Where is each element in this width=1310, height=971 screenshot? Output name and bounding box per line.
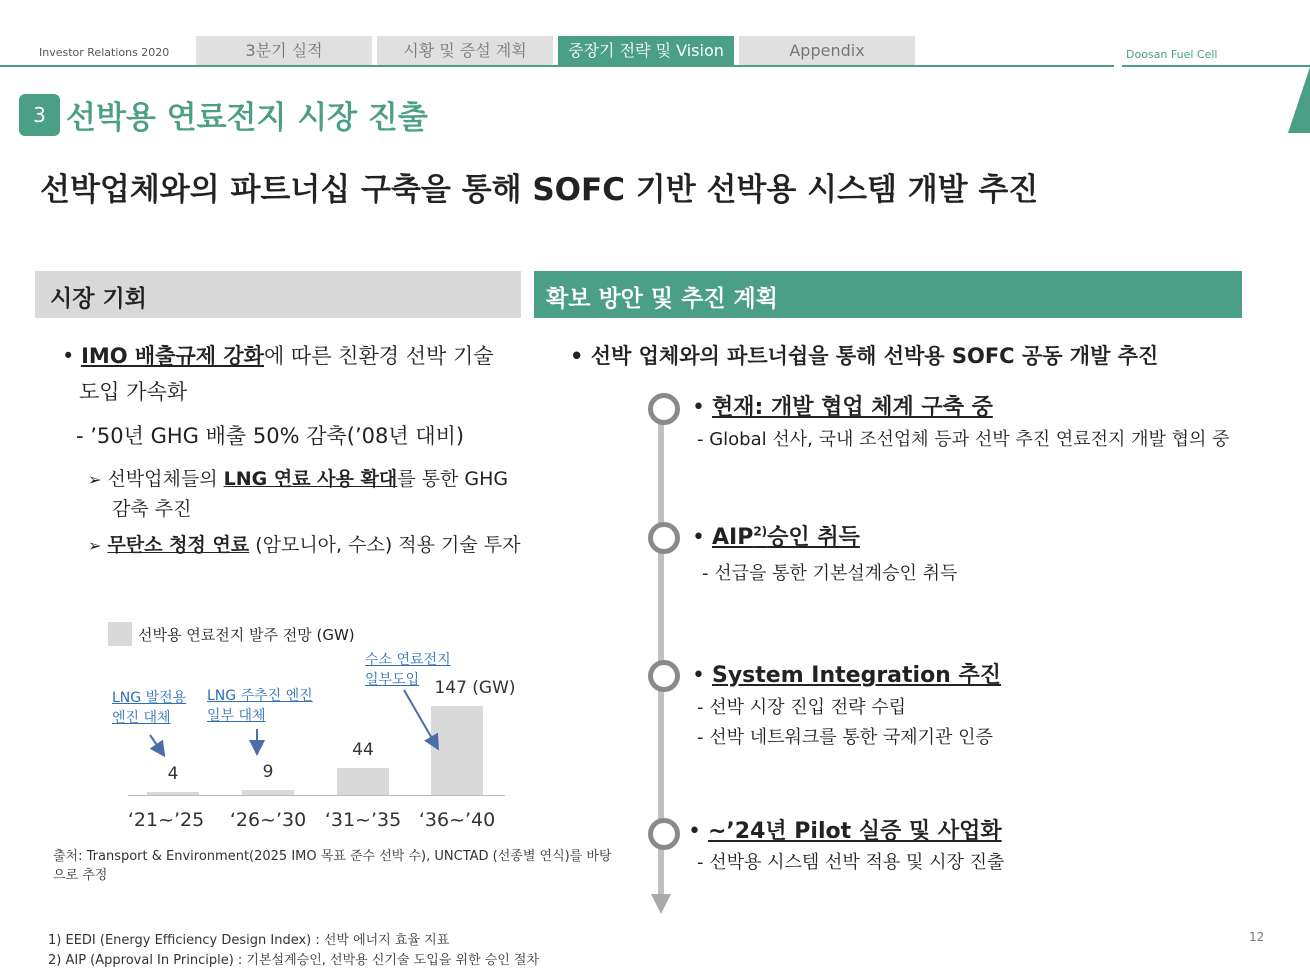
chart-annotation-3-line2: 일부도입 [365, 672, 420, 688]
timeline-node-2 [648, 522, 680, 554]
zero-carbon-fuel-text: 무탄소 청정 연료 [107, 534, 250, 556]
chart-value-label-1: 4 [167, 764, 179, 784]
right-panel-heading-text: 확보 방안 및 추진 계획 [546, 286, 778, 312]
chart-annotation-1-line2: 엔진 대체 [112, 710, 171, 726]
chart-category-label-3: ‘31~’35 [324, 809, 402, 831]
section-number-badge: 3 [19, 94, 60, 136]
arrow-item-2-post: (암모니아, 수소) 적용 기술 투자 [249, 534, 521, 556]
chart-annotation-2-line2: 일부 대체 [207, 708, 266, 724]
milestone-4-title: • ~’24년 Pilot 실증 및 사업화 [688, 819, 1002, 844]
page-headline: 선박업체와의 파트너십 구축을 통해 SOFC 기반 선박용 시스템 개발 추진 [40, 172, 1039, 208]
right-panel-heading [534, 271, 1242, 318]
corner-decoration [1288, 67, 1310, 133]
tab-market-expansion[interactable]: 시황 및 증설 계획 [377, 36, 553, 66]
timeline-arrow-icon [651, 894, 671, 914]
milestone-1-title: • 현재: 개발 협업 체계 구축 중 [692, 395, 993, 420]
milestone-2-title-text [712, 525, 860, 550]
arrow-item-1-post: 를 통한 GHG [397, 468, 509, 490]
left-bullet-1: • IMO 배출규제 강화에 따른 친환경 선박 기술 [62, 344, 494, 368]
left-bullet-1-line2: 도입 가속화 [79, 380, 188, 404]
milestone-3-detail-2: - 선박 네트워크를 통한 국제기관 인증 [697, 727, 993, 748]
milestone-2-title: • AIP$^{2)}$승인 취득 [692, 524, 860, 550]
chart-annotation-1-line1: LNG 발전용 [112, 690, 187, 706]
timeline-node-1 [648, 393, 680, 425]
left-arrow-item-1-line2: 감축 추진 [112, 498, 192, 520]
chart-annotation-arrows [0, 0, 600, 800]
tab-appendix[interactable]: Appendix [739, 36, 915, 66]
left-bullet-1-rest: 에 따른 친환경 선박 기술 [263, 344, 494, 368]
milestone-4-detail-1: - 선박용 시스템 선박 적용 및 시장 진출 [697, 852, 1005, 873]
chart-annotation-3-line1: 수소 연료전지 [365, 652, 451, 668]
milestone-2-footnote-ref: 2) [753, 524, 768, 539]
page-number: 12 [1249, 930, 1265, 944]
arrow-bullet-icon: ➢ [88, 470, 102, 489]
milestone-2-detail-1: - 선급을 통한 기본설계승인 취득 [702, 563, 958, 584]
tab-strategy-vision[interactable]: 중장기 전략 및 Vision [558, 36, 734, 66]
annotation-arrow-1 [150, 735, 163, 754]
milestone-4-title-text: ~’24년 Pilot 실증 및 사업화 [707, 819, 1002, 844]
footnote-1: 1) EEDI (Energy Efficiency Design Index) : 선박 에너지 효율 지표 [48, 933, 450, 948]
milestone-2-title-aip: AIP [711, 525, 754, 550]
chart-category-label-1: ‘21~’25 [127, 809, 205, 831]
header-divider-right [1122, 65, 1310, 67]
timeline-node-3 [648, 660, 680, 692]
arrow-item-1-pre: 선박업체들의 [107, 468, 224, 490]
milestone-3-title: • System Integration 추진 [692, 663, 1002, 688]
imo-regulation-text: IMO 배출규제 강화 [81, 344, 264, 368]
lng-expansion-text: LNG 연료 사용 확대 [223, 468, 398, 490]
milestone-1-title-text: 현재: 개발 협업 체계 구축 중 [711, 395, 993, 420]
arrow-bullet-icon: ➢ [88, 536, 102, 555]
brand-label: Doosan Fuel Cell [1126, 48, 1218, 61]
milestone-2-title-rest: 승인 취득 [767, 525, 860, 550]
section-title: 선박용 연료전지 시장 진출 [66, 100, 428, 136]
chart-annotation-2-line1: LNG 주추진 엔진 [207, 688, 313, 704]
footnotes [48, 931, 539, 971]
milestone-3-title-text: System Integration 추진 [711, 663, 1002, 688]
chart-category-label-2: ‘26~’30 [229, 809, 307, 831]
chart-legend-text: 선박용 연료전지 발주 전망 (GW) [138, 626, 355, 644]
chart-category-label-4: ‘36~’40 [418, 809, 496, 831]
right-main-bullet-text: 선박 업체와의 파트너쉽을 통해 선박용 SOFC 공동 개발 추진 [590, 344, 1159, 368]
footnote-2: 2) AIP (Approval In Principle) : 기본설계승인, 선박용 신기술 도입을 위한 승인 절차 [48, 953, 540, 968]
chart-value-label-2: 9 [262, 761, 274, 782]
timeline-node-4 [648, 818, 680, 850]
annotation-arrow-3 [404, 690, 437, 747]
left-panel-heading-text: 시장 기회 [50, 286, 147, 312]
chart-value-label-3: 44 [352, 740, 374, 761]
right-main-bullet: • 선박 업체와의 파트너쉽을 통해 선박용 SOFC 공동 개발 추진 [570, 344, 1159, 368]
tab-q3-results[interactable]: 3분기 실적 [196, 36, 372, 66]
milestone-1-detail-1: - Global 선사, 국내 조선업체 등과 선박 추진 연료전지 개발 협의 중 [697, 429, 1230, 450]
milestone-3-detail-1: - 선박 시장 진입 전략 수립 [697, 697, 906, 718]
ir-label: Investor Relations 2020 [39, 46, 170, 59]
left-sub-ghg: - ’50년 GHG 배출 50% 감축(’08년 대비) [76, 424, 465, 448]
chart-value-label-4: 147 (GW) [434, 678, 516, 698]
chart-source-note: 출처: Transport & Environment(2025 IMO 목표 준수 선박 수), UNCTAD (선종별 연식)를 바탕으로 추정 [53, 849, 612, 883]
